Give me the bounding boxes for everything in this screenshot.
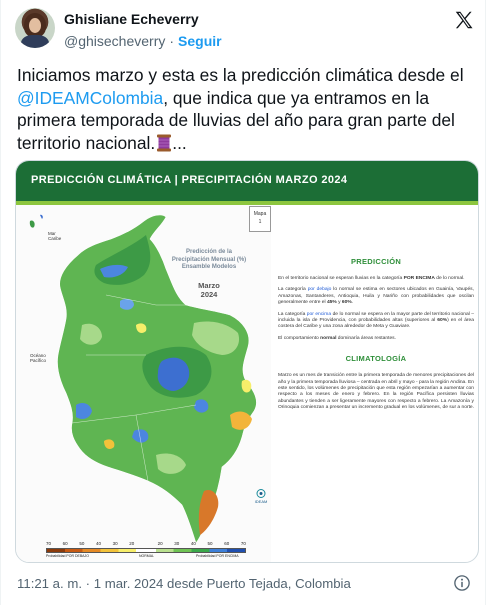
scale-value: 50 [207,541,213,546]
text-run-bold: POR ENCIMA [403,276,435,281]
text-run: La categoría [278,287,308,293]
prediccion-paragraph-2 [278,287,474,306]
text-run: . [351,300,354,306]
scale-value: 60 [224,541,230,546]
scale-label-below: Probabilidad POR DEBAJO [46,554,89,558]
separator-dot: · [169,33,175,49]
thread-spool-emoji-icon [156,134,172,152]
map-caption [154,249,264,272]
text-run-bold: 60% [437,318,448,324]
author-handle[interactable]: @ghisecheverry [64,33,166,49]
text-run: lo normal se estima en sectores ubicados en Guainía, Vaupés, Amazonas, Santanderes, Antioquia, Huila y Nariño con probabilidades que oscilan generalmente entre el [278,287,474,306]
text-run-bold: normal [320,335,337,341]
scale-value: 30 [112,541,118,546]
tweet-text-part: , que indica que ya entramos en la primera temporada de lluvias del año para gran parte del territorio nacional. [17,87,455,153]
x-logo-icon[interactable] [453,9,475,31]
scale-values [46,541,246,546]
avatar[interactable] [15,8,55,48]
climatologia-paragraph: Marzo es un mes de transición entre la primera temporada de menores precipitaciones del año y la primera temporada lluviosa – centrada en abril y mayo - para la región Andina. En este sentido, los volúmenes de precipitación que esta región empezarían a aumentar con respecto a los meses de enero y febrero. En la región Pacífica persisten lluvias abundantes y tienden a ser ligeramente mayores con respecto a febrero. La Amazonía y Orinoquia comienzan a presentar un incremento gradual en los volúmenes, de sur a norte. [278,373,475,411]
text-run: de lo normal se espera en la mayor parte del territorio nacional – incluida la isla de Providencia, con probabilidades altas (superiores al [278,311,474,324]
text-run: ) en el área costera del Caribe y una zona alrededor de Meta y Guaviare. [278,318,474,330]
scale-value: 70 [46,541,52,546]
map-month-line: Marzo [198,281,220,290]
text-run-bold: 45% [326,300,337,306]
prediccion-paragraph-1 [278,276,474,282]
map-caption-line: Precipitación Mensual (%) [171,256,247,263]
ideam-logo [252,489,270,505]
prediccion-paragraph-4 [278,336,474,342]
tweet-timestamp[interactable]: 11:21 a. m. · 1 mar. 2024 desde Puerto Tejada, Colombia [17,576,351,591]
prediccion-paragraph-3 [278,312,474,331]
probability-scale [46,541,246,559]
text-run-highlight: por encima [306,311,332,317]
prediccion-heading: PREDICCIÓN [350,257,402,266]
tweet-ellipsis: ... [172,132,187,153]
scale-label-above: Probabilidad POR ENCIMA [196,554,239,558]
prediction-panel [278,211,474,556]
image-banner-title: PREDICCIÓN CLIMÁTICA | PRECIPITACIÓN MARZO 2024 [31,174,348,186]
ideam-logo-icon [255,489,267,498]
scale-label-normal: NORMAL [139,554,154,558]
author-handle-row [64,33,222,49]
map-month [176,281,242,299]
pacifico-label [30,353,46,363]
caribe-label-line: Mar [48,231,56,236]
scale-value: 30 [174,541,180,546]
mention-link[interactable]: @IDEAMColombia [17,87,164,108]
pacifico-label-line: Océano [30,353,46,358]
pacifico-label-line: Pacífico [30,358,47,363]
tweet-text [17,64,479,154]
text-run: dominaría áreas restantes. [336,335,396,341]
scale-value: 70 [240,541,246,546]
scale-value: 60 [62,541,68,546]
climatologia-heading: CLIMATOLOGÍA [345,354,407,364]
tweet-text-part: Iniciamos marzo y esta es la predicción climática desde el [17,65,464,85]
text-run-highlight: por debajo [307,287,332,293]
map-number-tag [249,206,271,232]
scale-value: 20 [129,541,135,546]
text-run: y [336,300,342,306]
scale-value: 40 [190,541,196,546]
scale-value: 50 [79,541,85,546]
ideam-label: IDEAM [254,499,268,504]
text-run: El comportamiento [278,335,321,341]
text-run-bold: 60% [341,300,352,306]
text-run: En el territorio nacional se esperan lluvias en la categoría [278,276,404,281]
text-run: de lo normal. [434,276,465,281]
follow-button[interactable]: Seguir [178,33,222,49]
map-tag-line: 1 [258,219,262,225]
caribe-label-line: Caribe [48,236,62,241]
text-run: La categoría [278,311,307,317]
map-tag-line: Mapa [253,211,267,217]
scale-value: 40 [95,541,101,546]
info-icon[interactable] [453,574,471,592]
map-caption-line: Ensamble Modelos [181,264,237,270]
scale-color-bar [46,548,246,553]
author-name[interactable]: Ghisliane Echeverry [64,11,199,27]
caribe-label [48,231,61,241]
scale-value: 20 [157,541,163,546]
image-banner [16,161,478,201]
tweet-image[interactable] [15,160,479,563]
map-month-line: 2024 [200,290,218,299]
map-caption-line: Predicción de la [185,249,233,255]
